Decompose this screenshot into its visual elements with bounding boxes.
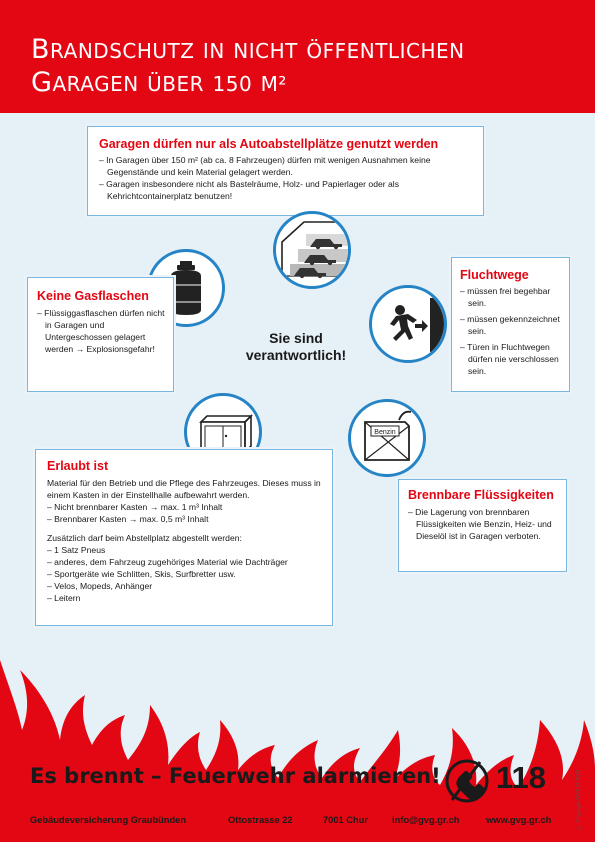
garage-cars-icon: [273, 211, 351, 289]
fuel-canister-icon: [348, 399, 426, 477]
page-title-line-1: BRANDSCHUTZ IN NICHT ÖFFENTLICHEN: [31, 34, 465, 65]
footer: [30, 815, 566, 829]
allowed-container-list: [47, 501, 322, 525]
list-item: – müssen frei begehbar sein.: [460, 285, 562, 309]
footer-city: 7001 Chur: [323, 815, 368, 825]
no-gas-bottles-title: Keine Gasflaschen: [37, 289, 149, 303]
emergency-slogan: Es brennt – Feuerwehr alarmieren!: [30, 764, 441, 788]
flames-decoration: [0, 620, 595, 842]
footer-org: Gebäudeversicherung Graubünden: [30, 815, 187, 825]
escape-routes-title: Fluchtwege: [460, 268, 529, 282]
canister-label: Benzin: [374, 429, 396, 436]
footer-email[interactable]: info@gvg.gr.ch: [392, 815, 460, 825]
footer-street: Ottostrasse 22: [228, 815, 293, 825]
header-banner: [0, 0, 595, 113]
flammable-liquids-box: [398, 479, 567, 572]
no-gas-bottles-box: [27, 277, 174, 392]
phone-icon: [444, 758, 490, 804]
allowed-intro: Material für den Betrieb und die Pflege des Fahrzeuges. Dieses muss in einem Kasten in der Einstellhalle aufbewahrt werden.: [47, 478, 321, 500]
allowed-parking-list: [47, 544, 322, 604]
list-item: – Sportgeräte wie Schlitten, Skis, Surfbretter usw.: [47, 568, 322, 580]
list-item: – Leitern: [47, 592, 322, 604]
list-item: – 1 Satz Pneus: [47, 544, 322, 556]
no-gas-bottles-list: [37, 307, 165, 355]
page-title-line-2: GARAGEN ÜBER 150 M²: [31, 67, 287, 98]
footer-website[interactable]: www.gvg.gr.ch: [486, 815, 552, 825]
responsibility-text: Sie sind verantwortlich!: [245, 330, 347, 363]
list-item: – Flüssiggasflaschen dürfen nicht in Garagen und Untergeschossen gelagert werden → Explosionsgefahr!: [37, 307, 165, 355]
escape-routes-box: [451, 257, 570, 392]
flammable-liquids-title: Brennbare Flüssigkeiten: [408, 488, 554, 502]
emergency-exit-icon: [369, 285, 447, 363]
allowed-intro-2: Zusätzlich darf beim Abstellplatz abgestellt werden:: [47, 533, 242, 543]
list-item: – Garagen insbesondere nicht als Bastelräume, Holz- und Papierlager oder als Kehrichtcontainerplatz benutzen!: [99, 178, 473, 202]
escape-routes-list: [460, 285, 562, 377]
allowed-title: Erlaubt ist: [47, 459, 109, 473]
list-item: – müssen gekennzeichnet sein.: [460, 313, 562, 337]
list-item: – Die Lagerung von brennbaren Flüssigkeiten wie Benzin, Heiz- und Dieselöl ist in Garagen verboten.: [408, 506, 559, 542]
list-item: – anderes, dem Fahrzeug zugehöriges Material wie Dachträger: [47, 556, 322, 568]
list-item: – Türen in Fluchtwegen dürfen nie verschlossen sein.: [460, 341, 562, 377]
list-item: – In Garagen über 150 m² (ab ca. 8 Fahrzeugen) dürfen mit wenigen Ausnahmen keine Gegenstände und kein Material gelagert werden.: [99, 154, 473, 178]
garage-usage-box: [87, 126, 484, 216]
garage-usage-title: Garagen dürfen nur als Autoabstellplätze genutzt werden: [99, 137, 439, 151]
copyright-note: © Copyright GVG 11.2016: [576, 769, 582, 830]
emergency-number: 118: [496, 760, 547, 795]
list-item: – Nicht brennbarer Kasten → max. 1 m³ Inhalt: [47, 501, 322, 513]
list-item: – Brennbarer Kasten → max. 0,5 m³ Inhalt: [47, 513, 322, 525]
allowed-box: [35, 449, 333, 626]
list-item: – Velos, Mopeds, Anhänger: [47, 580, 322, 592]
flammable-liquids-list: [408, 506, 559, 542]
garage-usage-list: [99, 154, 473, 202]
